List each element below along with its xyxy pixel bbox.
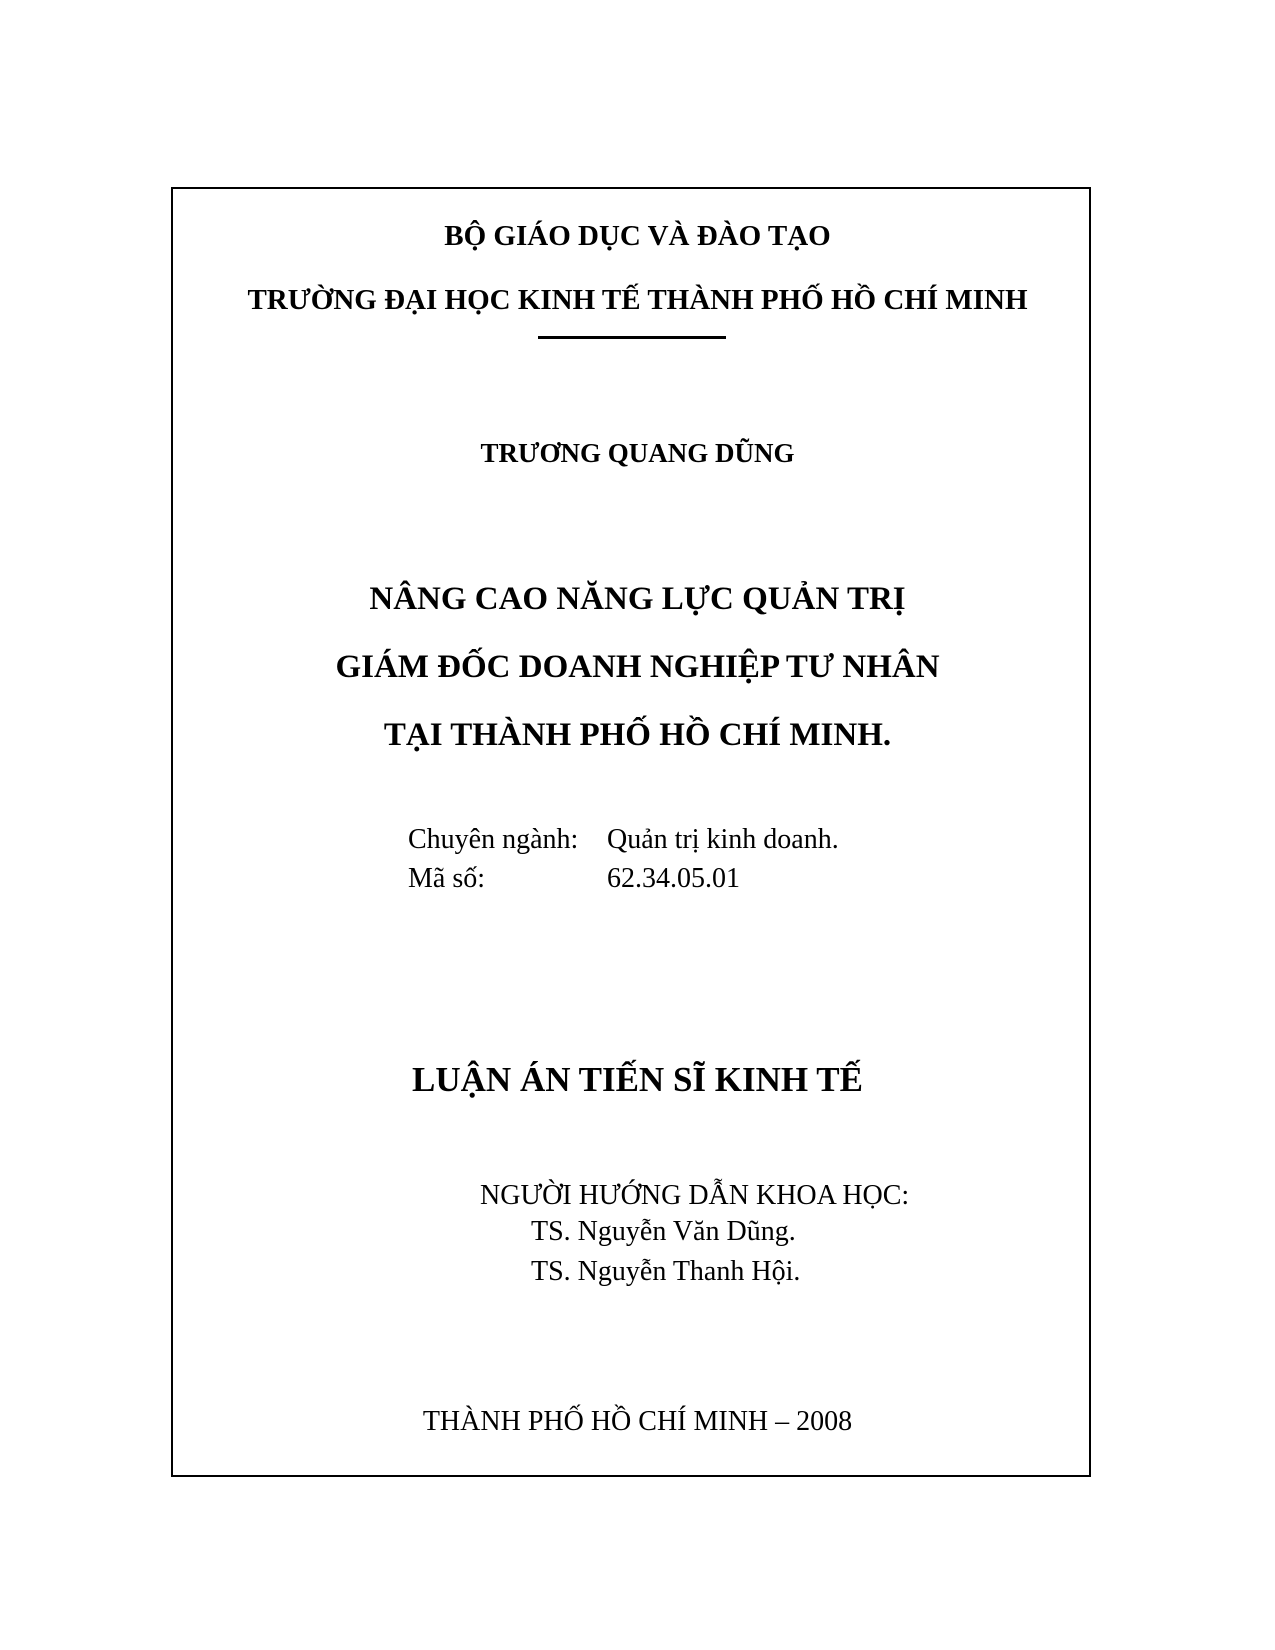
- thesis-title-line-2: GIÁM ĐỐC DOANH NGHIỆP TƯ NHÂN: [335, 649, 940, 685]
- author-name: TRƯƠNG QUANG DŨNG: [480, 438, 795, 468]
- place-and-year: THÀNH PHỐ HỒ CHÍ MINH – 2008: [422, 1406, 853, 1437]
- major-value: Quản trị kinh doanh.: [607, 824, 839, 855]
- supervisor-heading: NGƯỜI HƯỚNG DẪN KHOA HỌC:: [480, 1180, 910, 1211]
- thesis-title-line-3: TẠI THÀNH PHỐ HỒ CHÍ MINH.: [383, 717, 892, 753]
- major-label: Chuyên ngành:: [408, 824, 579, 855]
- thesis-title-line-1: NÂNG CAO NĂNG LỰC QUẢN TRỊ: [369, 581, 906, 617]
- supervisor-name: TS. Nguyễn Văn Dũng.: [531, 1216, 796, 1247]
- code-label: Mã số:: [408, 863, 485, 894]
- university-name: TRƯỜNG ĐẠI HỌC KINH TẾ THÀNH PHỐ HỒ CHÍ MINH: [247, 284, 1028, 316]
- degree-title: LUẬN ÁN TIẾN SĨ KINH TẾ: [412, 1060, 863, 1099]
- ministry-name: BỘ GIÁO DỤC VÀ ĐÀO TẠO: [444, 220, 831, 252]
- header-divider: [538, 336, 726, 339]
- supervisor-name: TS. Nguyễn Thanh Hội.: [531, 1256, 801, 1287]
- code-value: 62.34.05.01: [607, 863, 740, 894]
